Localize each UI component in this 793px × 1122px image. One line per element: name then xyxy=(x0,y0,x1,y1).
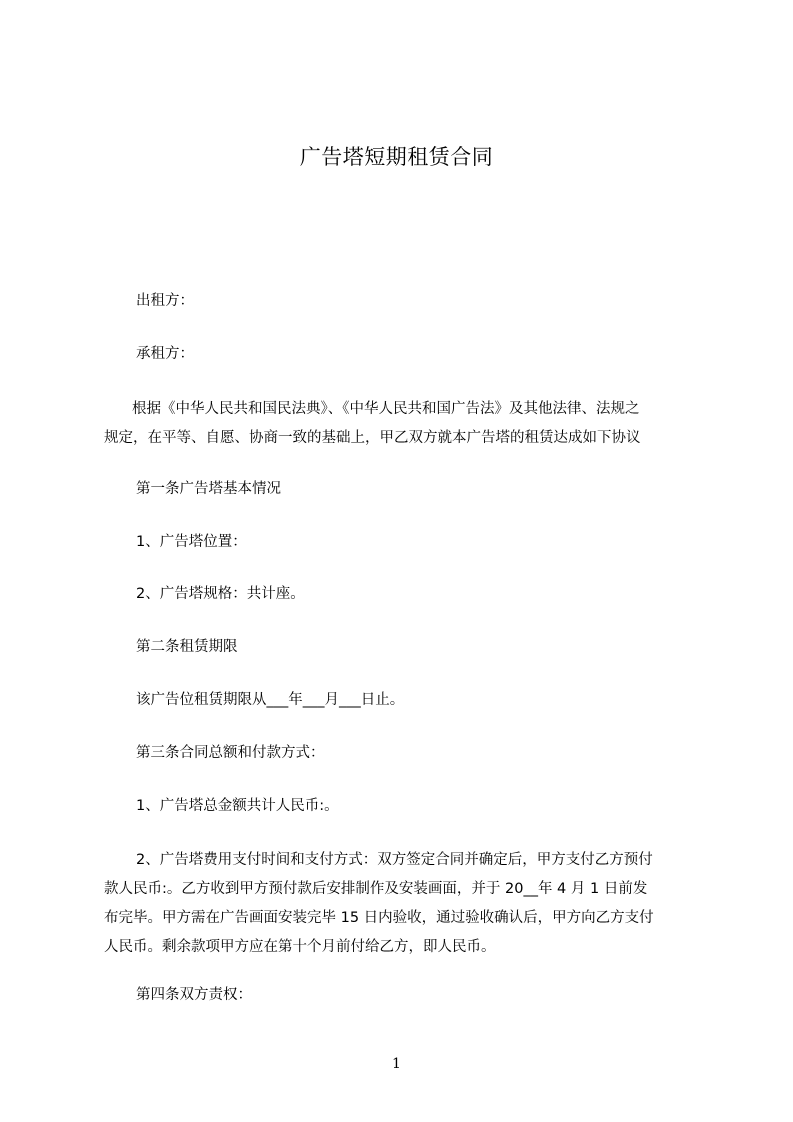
article-3-item-1: 1、广告塔总金额共计人民币:。 xyxy=(136,798,339,814)
article-2-text: 该广告位租赁期限从___年___月___日止。 xyxy=(136,692,405,708)
preamble-paragraph xyxy=(104,395,698,453)
article-1-heading: 第一条广告塔基本情况 xyxy=(136,481,281,497)
preamble-line-2: 规定，在平等、自愿、协商一致的基础上，甲乙双方就本广告塔的租赁达成如下协议 xyxy=(104,430,641,446)
article-3-heading: 第三条合同总额和付款方式： xyxy=(136,745,325,761)
article-1-item-1: 1、广告塔位置： xyxy=(136,534,247,550)
document-title: 广告塔短期租赁合同 xyxy=(299,145,494,169)
article-3-item-2-line-1: 2、广告塔费用支付时间和支付方式：双方签定合同并确定后，甲方支付乙方预付 xyxy=(136,852,653,868)
article-1-item-2: 2、广告塔规格：共计座。 xyxy=(136,586,305,602)
lessee-label: 承租方： xyxy=(136,346,194,362)
article-3-item-2-line-4: 人民币。剩余款项甲方应在第十个月前付给乙方，即人民币。 xyxy=(104,939,496,955)
article-4-heading: 第四条双方责权： xyxy=(136,987,252,1003)
article-3-item-2-paragraph xyxy=(104,846,698,962)
preamble-line-1: 根据《中华人民共和国民法典》、《中华人民共和国广告法》及其他法律、法规之 xyxy=(132,401,640,417)
article-3-item-2-line-2: 款人民币:。乙方收到甲方预付款后安排制作及安装画面，并于 20__年 4 月 1 日前发 xyxy=(104,881,648,897)
lessor-label: 出租方： xyxy=(136,293,194,309)
article-3-item-2-line-3: 布完毕。甲方需在广告画面安装完毕 15 日内验收，通过验收确认后，甲方向乙方支付 xyxy=(104,910,654,926)
page-number: 1 xyxy=(392,1056,401,1072)
article-2-heading: 第二条租赁期限 xyxy=(136,639,238,655)
